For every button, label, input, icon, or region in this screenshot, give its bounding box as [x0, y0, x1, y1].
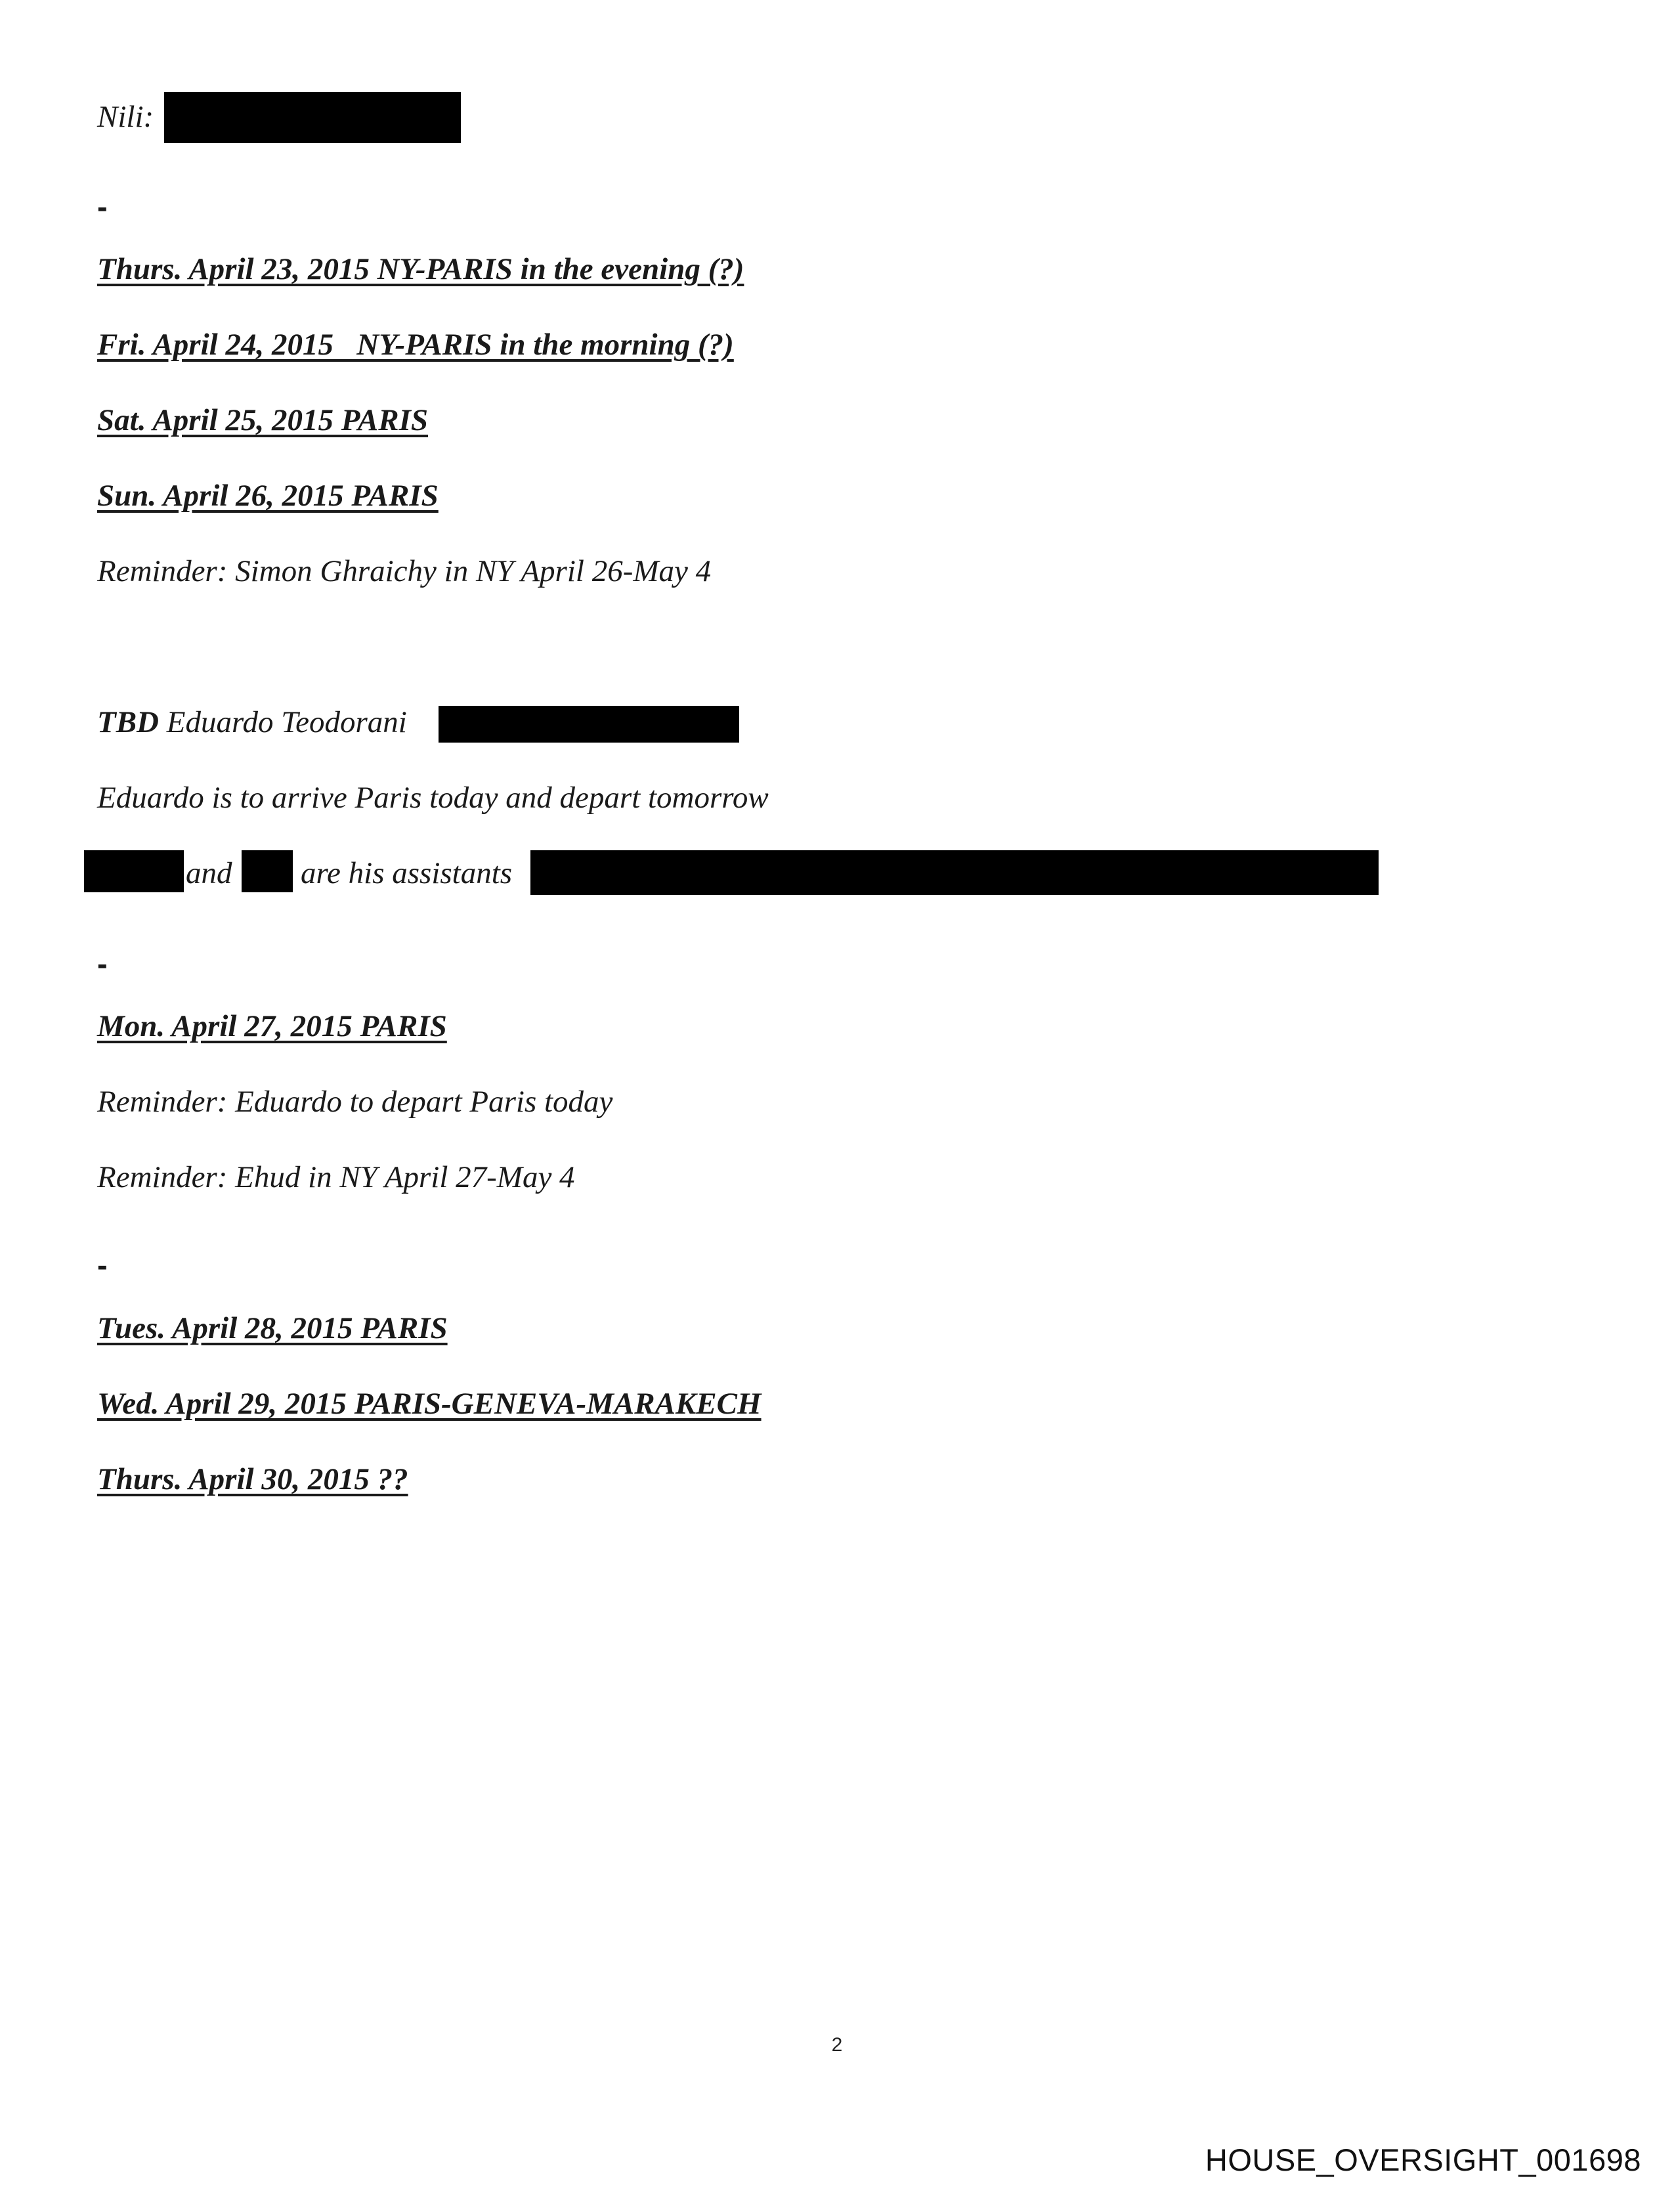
- date-heading-apr-28: Tues. April 28, 2015 PARIS: [97, 1311, 448, 1345]
- page-number: 2: [831, 2034, 843, 2056]
- date-heading-apr-24: Fri. April 24, 2015 NY-PARIS in the morning (?): [97, 328, 734, 362]
- tbd-name: Eduardo Teodorani: [159, 705, 407, 739]
- redaction-box: [530, 850, 1379, 895]
- redaction-box: [242, 850, 293, 892]
- date-heading-apr-23: Thurs. April 23, 2015 NY-PARIS in the evening (?): [97, 252, 744, 286]
- tbd-label: TBD: [97, 705, 159, 739]
- and-word: and: [186, 856, 232, 890]
- separator-dash: -: [97, 946, 108, 981]
- redaction-box: [164, 92, 461, 143]
- assistants-text: are his assistants: [301, 856, 513, 890]
- arrival-note: Eduardo is to arrive Paris today and depart tomorrow: [97, 781, 769, 815]
- separator-dash: -: [97, 189, 108, 224]
- tbd-line: [97, 703, 407, 742]
- date-heading-apr-30: Thurs. April 30, 2015 ??: [97, 1462, 408, 1496]
- date-heading-apr-27: Mon. April 27, 2015 PARIS: [97, 1009, 447, 1043]
- reminder-simon: Reminder: Simon Ghraichy in NY April 26-May 4: [97, 554, 712, 588]
- date-heading-apr-29: Wed. April 29, 2015 PARIS-GENEVA-MARAKECH: [97, 1387, 762, 1421]
- redaction-box: [439, 706, 739, 743]
- date-heading-apr-26: Sun. April 26, 2015 PARIS: [97, 479, 439, 513]
- reminder-eduardo: Reminder: Eduardo to depart Paris today: [97, 1085, 613, 1119]
- reminder-ehud: Reminder: Ehud in NY April 27-May 4: [97, 1160, 575, 1194]
- nili-label: Nili:: [97, 100, 154, 134]
- redaction-box: [84, 850, 184, 892]
- date-heading-apr-25: Sat. April 25, 2015 PARIS: [97, 403, 429, 437]
- bates-number: HOUSE_OVERSIGHT_001698: [1205, 2142, 1641, 2177]
- separator-dash: -: [97, 1247, 108, 1282]
